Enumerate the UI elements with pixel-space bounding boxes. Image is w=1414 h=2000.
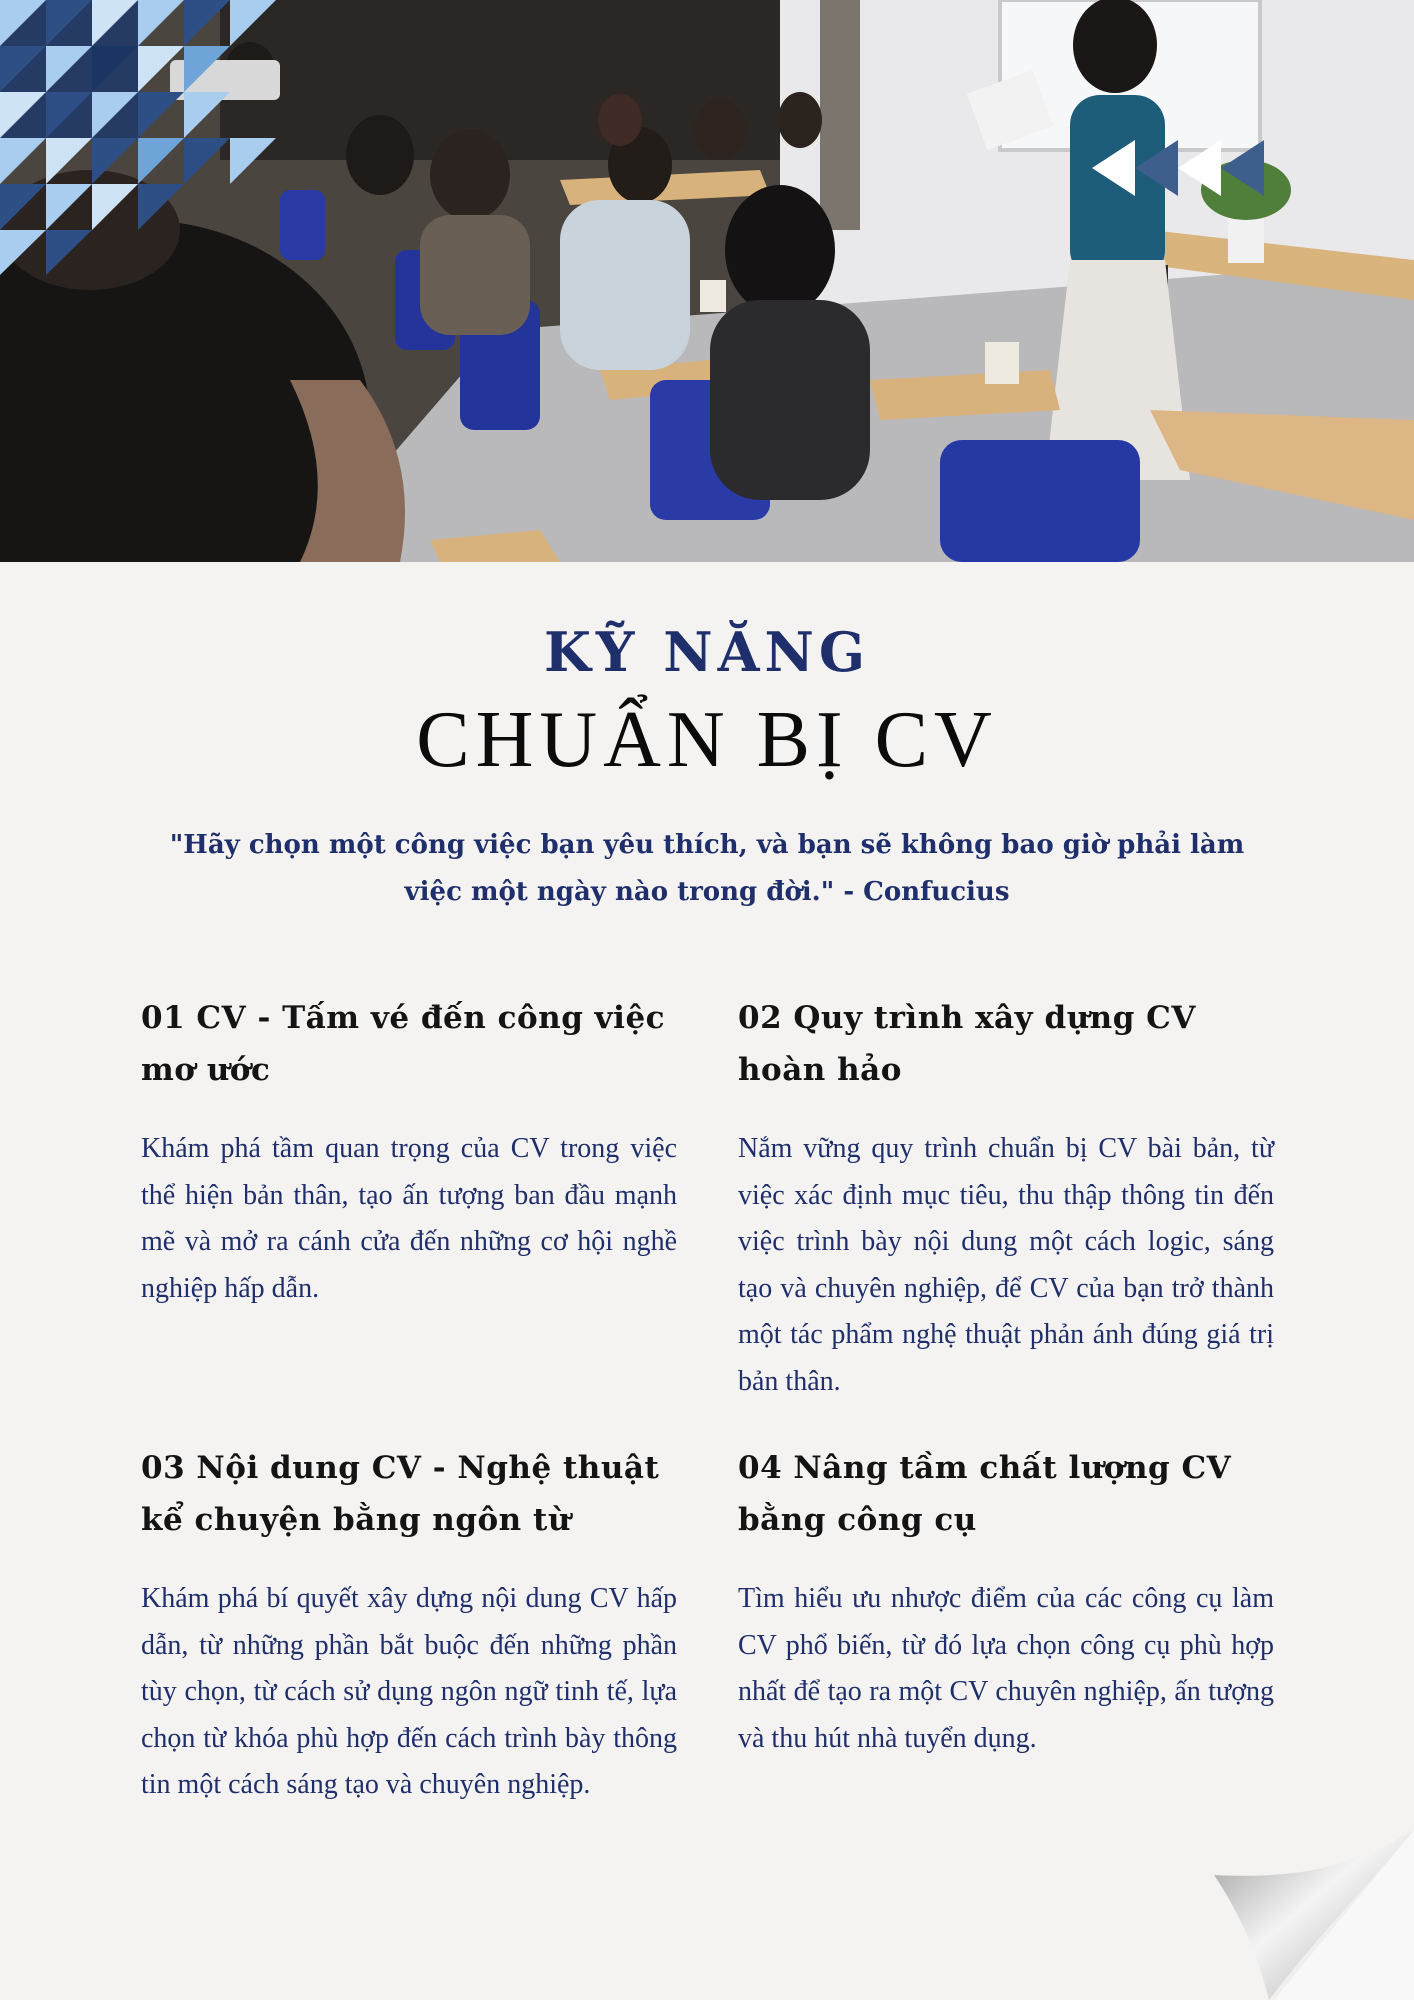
quote: "Hãy chọn một công việc bạn yêu thích, và bạn sẽ không bao giờ phải làm việc một ngày nào trong đời." - Confucius [169,830,1245,907]
section-body: Khám phá bí quyết xây dựng nội dung CV hấp dẫn, từ những phần bắt buộc đến những phần tùy chọn, từ cách sử dụng ngôn ngữ tinh tế, lựa chọn từ khóa phù hợp đến cách trình bày thông tin một cách sáng tạo và chuyên nghiệp. [141,1583,677,1800]
chevron-left-arrows-decoration [1090,138,1270,198]
section-heading: 01 CV - Tấm vé đến công việc mơ ước [141,1000,666,1088]
section-heading: 03 Nội dung CV - Nghệ thuật kể chuyện bằng ngôn từ [141,1450,660,1538]
section-heading: 02 Quy trình xây dựng CV hoàn hảo [738,1000,1196,1088]
title-large: CHUẨN BỊ CV [416,696,998,784]
section-body: Nắm vững quy trình chuẩn bị CV bài bản, từ việc xác định mục tiêu, thu thập thông tin đến việc trình bày nội dung một cách logic, sáng tạo và chuyên nghiệp, để CV của bạn trở thành một tác phẩm nghệ thuật phản ánh đúng giá trị bản thân. [738,1133,1274,1397]
title-small: KỸ NĂNG [543,620,870,684]
section-2 [738,992,1274,1405]
section-body: Khám phá tầm quan trọng của CV trong việc thể hiện bản thân, tạo ấn tượng ban đầu mạnh mẽ và mở ra cánh cửa đến những cơ hội nghề nghiệp hấp dẫn. [141,1133,677,1304]
section-1 [141,992,677,1312]
section-4 [738,1442,1274,1762]
section-body: Tìm hiểu ưu nhược điểm của các công cụ làm CV phổ biến, từ đó lựa chọn công cụ phù hợp nhất để tạo ra một CV chuyên nghiệp, ấn tượng và thu hút nhà tuyển dụng. [738,1583,1274,1754]
section-heading: 04 Nâng tầm chất lượng CV bằng công cụ [738,1450,1232,1538]
section-3 [141,1442,677,1809]
triangle-pattern-decoration [0,0,290,275]
hero-photo [0,0,1414,562]
page-curl-decoration [1194,1830,1414,2000]
